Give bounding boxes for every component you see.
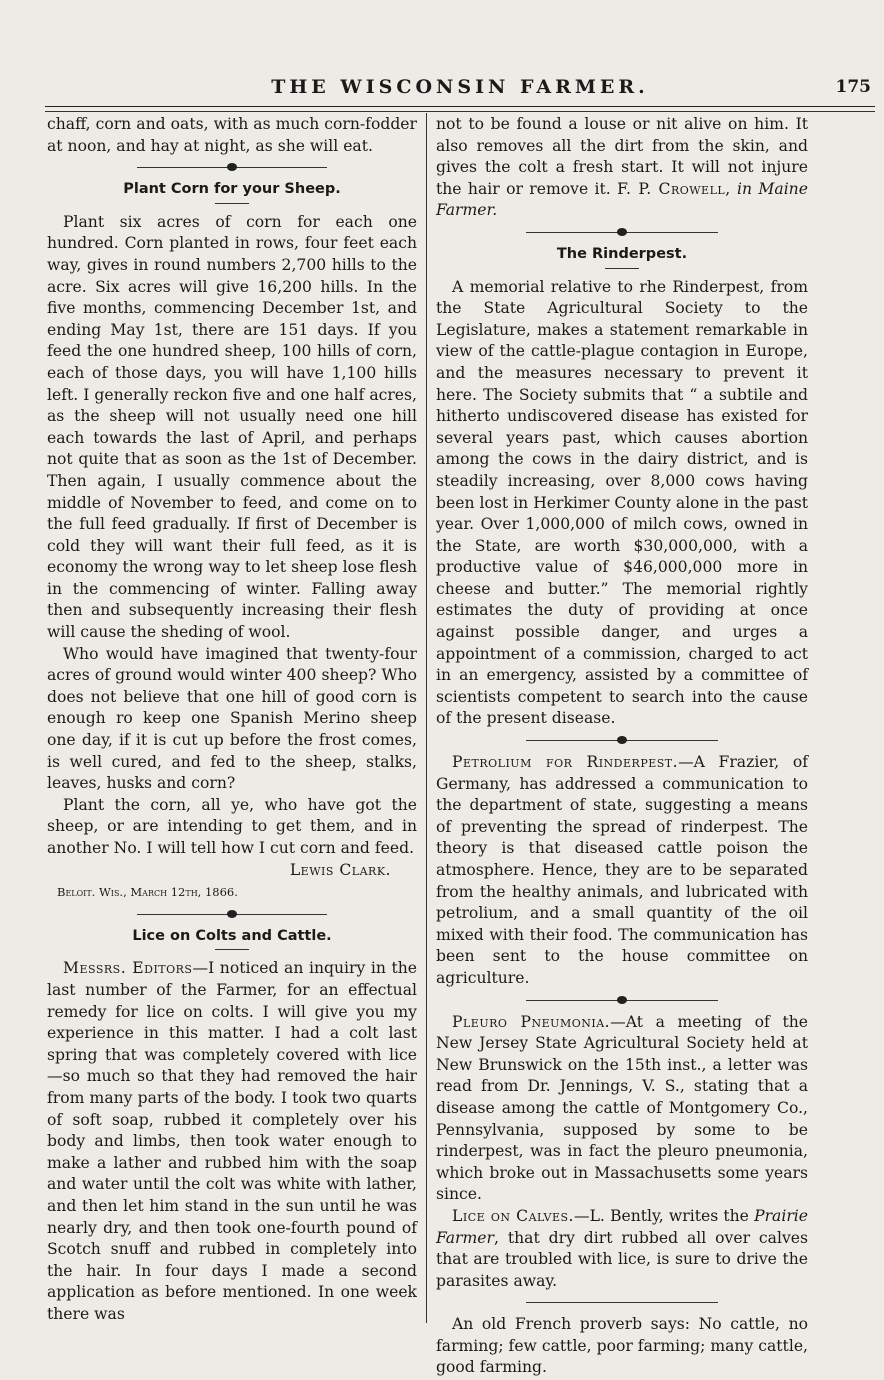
section-separator <box>436 1296 808 1308</box>
article-title: The Rinderpest. <box>556 245 688 262</box>
title-rule <box>215 949 249 950</box>
dateline: Beloit. Wis., March 12th, 1866. <box>57 885 238 900</box>
article-paragraph <box>47 958 417 1325</box>
item-heading: Pleuro Pneumonia. <box>452 1012 611 1031</box>
item-body: —At a meeting of the New Jersey State Agricultural Society held at New Brunswick on the 15th inst., a letter was read from Dr. Jennings, V. S., stating that a disease among the cattle of Montgomery Co., Pennsylvania, supposed by some to be rinderpest, was in fact the pleuro pneumonia, which broke out in Massachusetts some years since. <box>436 1012 808 1204</box>
item-heading: Lice on Calves. <box>452 1206 574 1225</box>
author-signature: Lewis Clark. <box>289 860 391 879</box>
article-title: Lice on Colts and Cattle. <box>132 927 332 944</box>
continued-body: not to be found a louse or nit alive on him. It also removes all the dirt from the skin, and gives the colt a fresh start. It will not injure the hair or remove it. <box>436 115 808 198</box>
item-body: —A Frazier, of Germany, has addressed a communication to the department of state, suggesting a means of preventing the spread of rinderpest. The theory is that diseased cattle poison the atmosphere. Hence, they are to be separated from the healthy animals, and lubricated with petrolium, and a small quantity of the oil mixed with their food. The communication has been sent to the house committee on agriculture. <box>436 753 808 987</box>
item-body: , that dry dirt rubbed all over calves that are troubled with lice, is sure to drive the parasites away. <box>436 1228 808 1290</box>
page-header <box>45 72 875 107</box>
section-separator <box>47 161 417 173</box>
article-body: —I noticed an inquiry in the last number of the Farmer, for an effectual remedy for lice on colts. I will give you my experience in this matter. I had a colt last spring that was completely covered with lice —so much so that they had removed the hair from many parts of the body. I took two quarts of soft soap, rubbed it completely over his body and limbs, then took water enough to make a lather and rubbed him with the soap and water until the colt was white with lather, and then let him stand in the sun until he was nearly dry, and then took one-fourth pound of Scotch snuff and rubbed in completely into the hair. In four days I made a second application as before mentioned. In one week there was <box>47 959 418 1323</box>
right-column <box>436 114 808 1379</box>
title-rule <box>605 268 639 269</box>
section-separator <box>436 226 808 238</box>
article-paragraph: A memorial relative to rhe Rinderpest, from the State Agricultural Society to the Legislature, makes a statement remarkable in view of the cattle-plague contagion in Europe, and the measures necessary to prevent it here. The Society submits that “ a subtile and hitherto undiscovered disease has existed for several years past, which causes abortion among the cows in the dairy district, and is steadily increasing, over 8,000 cows having been lost in Herkimer County alone in the past year. Over 1,000,000 of milch cows, owned in the State, are worth $30,000,000, with a productive value of $46,000,000 more in cheese and butter.” The memorial rightly estimates the duty of providing at once against possible danger, and urges a appointment of a commission, charged to act in an emergency, assisted by a committee of scientists competent to search into the cause of the present disease. <box>436 277 808 728</box>
article-paragraph: Plant six acres of corn for each one hundred. Corn planted in rows, four feet each way, gives in round numbers 2,700 hills to the acre. Six acres will give 16,200 hills. In the five months, commencing December 1st, and ending May 1st, there are 151 days. If you feed the one hundred sheep, 100 hills of corn, each of those days, you will have 1,100 hills left. I generally reckon five and one half acres, as the sheep will not usually need one hill each towards the last of April, and perhaps not quite that as soon as the 1st of December. Then again, I usually commence about the middle of November to feed, and come on to the full feed gradually. If first of December is cold they will want their full feed, as it is economy the wrong way to let sheep lose flesh in the commencing of winter. Falling away then and subsequently increasing their flesh will cause the sheding of wool. <box>47 212 417 642</box>
article-paragraph <box>436 1012 808 1206</box>
author-signature: F. P. Crowell, <box>617 179 731 198</box>
article-paragraph: Who would have imagined that twenty-four acres of ground would winter 400 sheep? Who does not believe that one hill of good corn is enough ro keep one Spanish Merino sheep one day, if it is cut up before the frost comes, is well cured, and fed to the sheep, stalks, leaves, husks and corn? <box>47 644 417 793</box>
item-heading: Petrolium for Rinderpest. <box>452 753 679 772</box>
article-paragraph: Plant the corn, all ye, who have got the sheep, or are intending to get them, and in another No. I will tell how I cut corn and feed. <box>47 795 417 857</box>
section-separator <box>436 734 808 746</box>
publication-name: Prairie Farmer <box>436 1206 808 1247</box>
article-paragraph <box>436 1206 808 1292</box>
section-separator <box>436 994 808 1006</box>
item-body: —L. Bently, writes the <box>573 1206 755 1225</box>
header-rule <box>45 111 875 112</box>
section-separator <box>47 908 417 920</box>
column-divider <box>426 113 427 1323</box>
salutation: Messrs. Editors <box>63 959 193 978</box>
proverb-paragraph: An old French proverb says: No cattle, no farming; few cattle, poor farming; many cattle, good farming. <box>436 1315 808 1377</box>
left-column <box>47 114 417 1325</box>
article-paragraph <box>436 752 808 990</box>
article-title: Plant Corn for your Sheep. <box>123 181 341 198</box>
masthead-title: THE WISCONSIN FARMER. <box>271 76 649 98</box>
continued-text <box>436 114 808 222</box>
source-credit: in Maine Farmer. <box>436 179 808 220</box>
continued-text: chaff, corn and oats, with as much corn-fodder at noon, and hay at night, as she will eat. <box>47 115 417 155</box>
title-rule <box>215 203 249 204</box>
page-number: 175 <box>835 77 871 97</box>
